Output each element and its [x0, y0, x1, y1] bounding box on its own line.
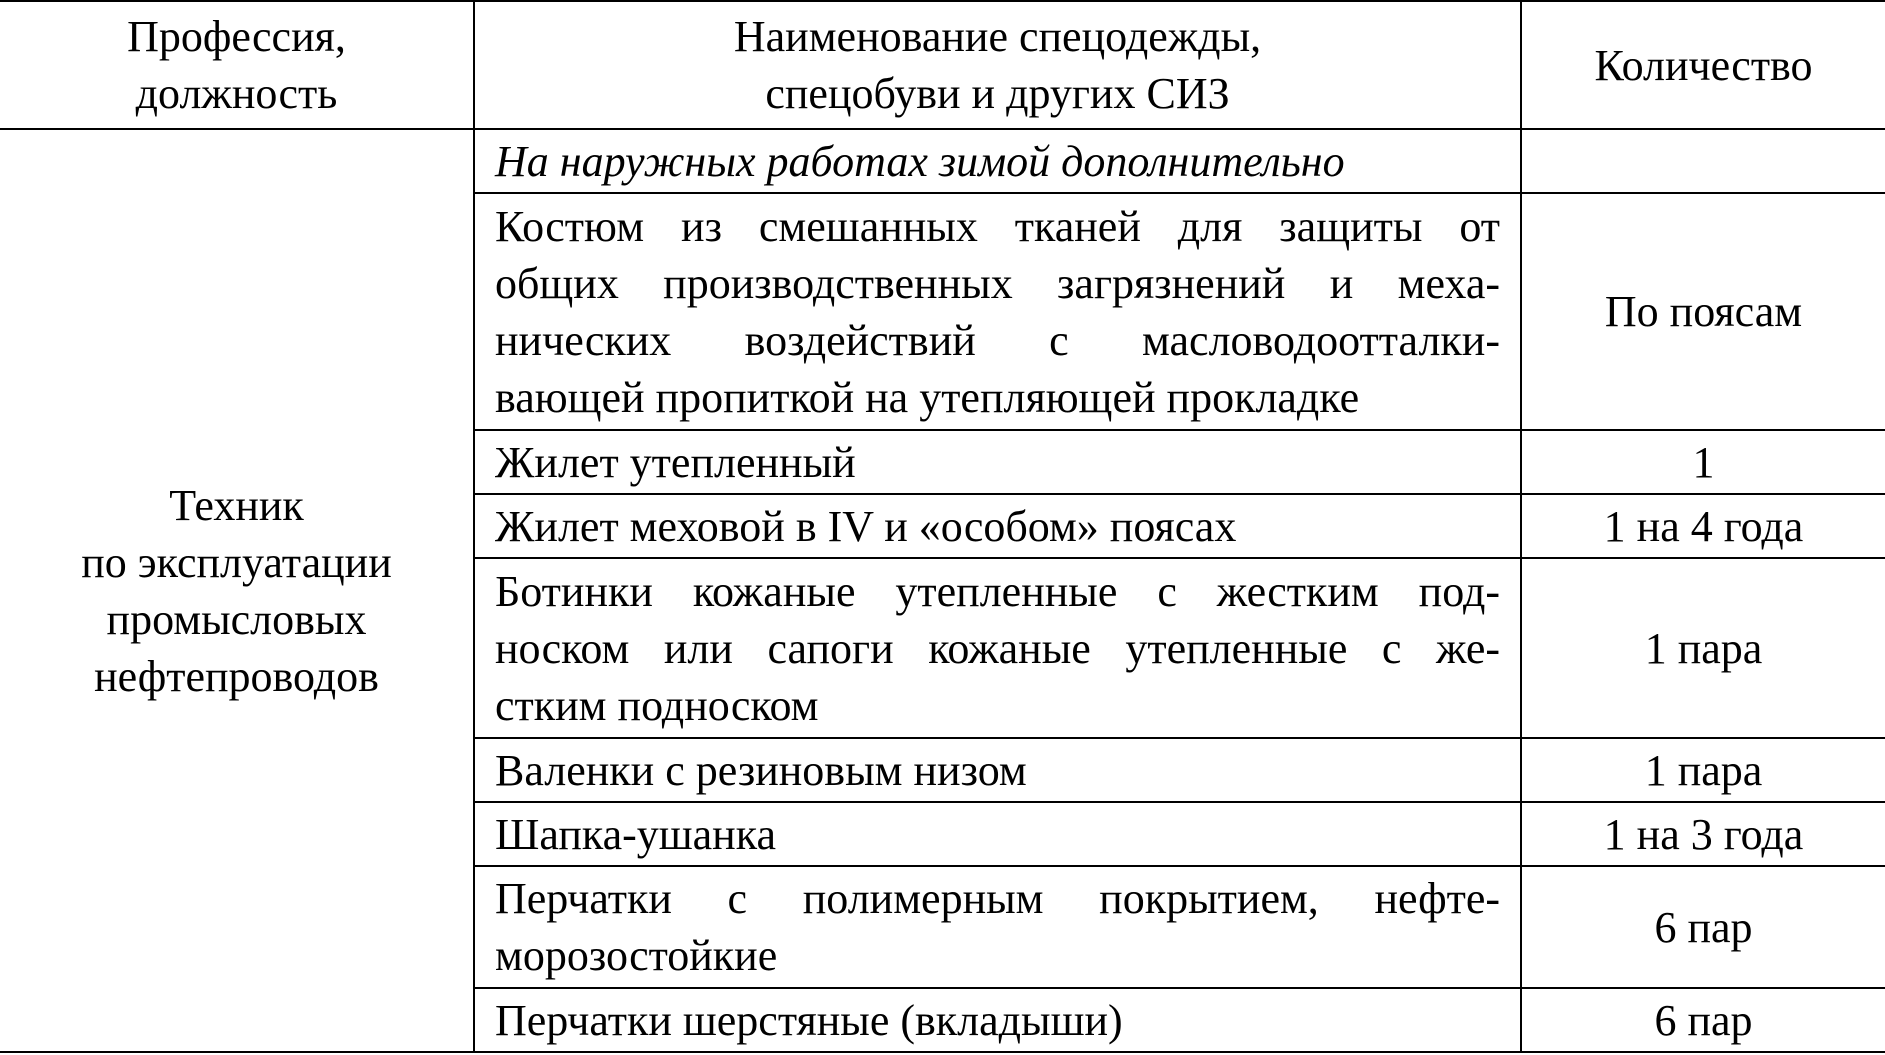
- profession-line-4: нефтепроводов: [94, 651, 379, 701]
- item-cell: [474, 193, 1521, 430]
- quantity-cell: 6 пар: [1521, 866, 1885, 988]
- quantity-cell: 1 пара: [1521, 558, 1885, 738]
- quantity-cell: 1 на 3 года: [1521, 802, 1885, 866]
- item-line: Жилет утепленный: [495, 437, 856, 487]
- item-line: Перчатки шерстяные (вкладыши): [495, 995, 1123, 1045]
- item-line: Перчатки с полимерным покрытием, нефте-: [495, 874, 1500, 923]
- header-quantity: Количество: [1521, 1, 1885, 129]
- profession-line-2: по эксплуатации: [81, 537, 392, 587]
- item-cell: [474, 558, 1521, 738]
- item-cell: [474, 866, 1521, 988]
- item-line: вающей пропиткой на утепляющей прокладке: [495, 372, 1360, 422]
- item-line: стким подноском: [495, 680, 819, 730]
- profession-line-3: промысловых: [106, 594, 367, 644]
- profession-line-1: Техник: [169, 480, 304, 530]
- header-item-line-2: спецобуви и других СИЗ: [765, 69, 1230, 118]
- header-item-line-1: Наименование спецодежды,: [733, 12, 1262, 61]
- section-quantity-empty: [1521, 129, 1885, 193]
- section-label: На наружных работах зимой дополнительно: [474, 129, 1521, 193]
- quantity-cell: По поясам: [1521, 193, 1885, 430]
- item-cell: [474, 738, 1521, 802]
- item-cell: [474, 494, 1521, 558]
- section-row: [0, 129, 1885, 193]
- header-item: [474, 1, 1521, 129]
- header-profession-line-1: Профессия,: [127, 12, 346, 61]
- item-line: общих производственных загрязнений и меха-: [495, 258, 1500, 308]
- item-line: носком или сапоги кожаные утепленные с же-: [495, 623, 1500, 673]
- item-line: Валенки с резиновым низом: [495, 745, 1027, 795]
- header-profession-line-2: должность: [135, 69, 338, 118]
- item-line: Жилет меховой в IV и «особом» поясах: [495, 501, 1237, 551]
- quantity-cell: 6 пар: [1521, 988, 1885, 1052]
- item-cell: [474, 430, 1521, 494]
- item-line: морозостойкие: [495, 931, 778, 980]
- item-line: Костюм из смешанных тканей для защиты от: [495, 201, 1500, 251]
- quantity-cell: 1 на 4 года: [1521, 494, 1885, 558]
- profession-cell: [0, 129, 474, 1052]
- quantity-cell: 1: [1521, 430, 1885, 494]
- header-profession: [0, 1, 474, 129]
- quantity-cell: 1 пара: [1521, 738, 1885, 802]
- header-row: [0, 1, 1885, 129]
- item-line: Ботинки кожаные утепленные с жестким под-: [495, 566, 1500, 616]
- item-cell: [474, 988, 1521, 1052]
- item-line: Шапка-ушанка: [495, 809, 776, 859]
- item-line: нических воздействий с масловодоотталки-: [495, 315, 1500, 365]
- item-cell: [474, 802, 1521, 866]
